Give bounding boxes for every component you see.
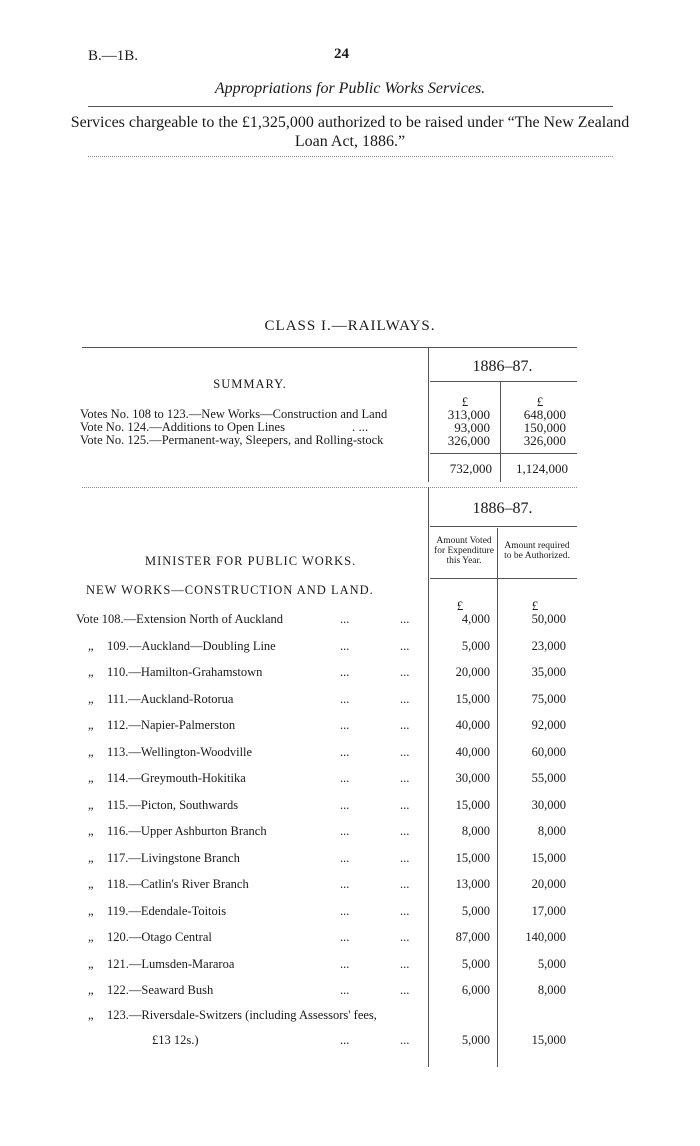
services-rule bbox=[88, 156, 613, 157]
vote-voted-amount: 15,000 bbox=[455, 850, 490, 865]
detail-currency-voted: £ bbox=[456, 598, 464, 613]
page-number: 24 bbox=[334, 46, 349, 62]
leader-dots: ... bbox=[400, 877, 410, 891]
summary-total-voted: 732,000 bbox=[449, 461, 492, 476]
vote-row bbox=[0, 718, 700, 738]
vote-authorized-amount: 17,000 bbox=[531, 903, 566, 918]
leader-dots: ... bbox=[400, 771, 410, 785]
leader-dots: ... bbox=[400, 824, 410, 838]
vote-row bbox=[0, 957, 700, 977]
vote-voted-amount: 5,000 bbox=[461, 1033, 490, 1047]
vote-label: 116.—Upper Ashburton Branch bbox=[107, 824, 267, 838]
ditto-mark: „ bbox=[88, 718, 94, 732]
leader-dots: ... bbox=[400, 850, 410, 865]
vote-voted-amount: 87,000 bbox=[455, 930, 490, 944]
leader-dots: ... bbox=[400, 983, 410, 997]
vote-authorized-amount: 5,000 bbox=[537, 956, 566, 971]
ditto-mark: „ bbox=[88, 1008, 94, 1022]
document-reference: B.—1B. bbox=[88, 48, 139, 64]
services-statement: Services chargeable to the £1,325,000 authorized to be raised under “The New Zealand Loan Act, 1886.” bbox=[70, 114, 630, 150]
vote-authorized-amount: 15,000 bbox=[531, 1033, 566, 1047]
summary-row-authorized: 326,000 bbox=[523, 433, 566, 448]
vote-row bbox=[0, 1033, 700, 1053]
vote-row bbox=[0, 639, 700, 659]
detail-col2-heading: Amount required to be Authorized. bbox=[504, 541, 570, 561]
vote-row bbox=[0, 851, 700, 871]
leader-dots: ... bbox=[400, 691, 410, 706]
leader-dots: ... bbox=[340, 1033, 350, 1047]
vote-row bbox=[0, 692, 700, 712]
vote-authorized-amount: 8,000 bbox=[537, 983, 566, 997]
summary-currency-voted: £ bbox=[461, 394, 469, 409]
leader-dots: ... bbox=[400, 612, 410, 626]
vote-voted-amount: 30,000 bbox=[455, 771, 490, 785]
ditto-mark: „ bbox=[88, 665, 94, 679]
leader-dots: ... bbox=[400, 638, 410, 653]
vote-authorized-amount: 55,000 bbox=[531, 771, 566, 785]
summary-row-voted: 313,000 bbox=[447, 407, 490, 422]
leader-dots: ... bbox=[340, 638, 350, 653]
summary-row-dots: . ... bbox=[352, 419, 369, 434]
vote-authorized-amount: 92,000 bbox=[531, 718, 566, 732]
vote-label: 123.—Riversdale-Switzers (including Assessors' fees, bbox=[107, 1008, 377, 1022]
leader-dots: ... bbox=[340, 771, 350, 785]
summary-bottom-rule bbox=[82, 487, 577, 488]
vote-authorized-amount: 140,000 bbox=[525, 930, 566, 944]
vote-authorized-amount: 50,000 bbox=[531, 612, 566, 626]
vote-label: 112.—Napier-Palmerston bbox=[107, 718, 236, 732]
vote-voted-amount: 5,000 bbox=[461, 903, 490, 918]
vote-authorized-amount: 60,000 bbox=[531, 744, 566, 759]
vote-label: 114.—Greymouth-Hokitika bbox=[107, 771, 246, 785]
vote-label: 118.—Catlin's River Branch bbox=[107, 877, 249, 891]
leader-dots: ... bbox=[340, 903, 350, 918]
vote-authorized-amount: 30,000 bbox=[531, 797, 566, 812]
leader-dots: ... bbox=[340, 691, 350, 706]
vote-label: 113.—Wellington-Woodville bbox=[107, 744, 253, 759]
ditto-mark: „ bbox=[88, 744, 94, 759]
ditto-mark: „ bbox=[88, 930, 94, 944]
detail-year: 1886–87. bbox=[472, 500, 533, 517]
vote-voted-amount: 5,000 bbox=[461, 956, 490, 971]
leader-dots: ... bbox=[400, 956, 410, 971]
leader-dots: ... bbox=[340, 744, 350, 759]
summary-year-rule bbox=[430, 381, 577, 382]
vote-label: 115.—Picton, Southwards bbox=[107, 797, 239, 812]
vote-row bbox=[0, 798, 700, 818]
summary-top-rule bbox=[82, 347, 577, 348]
vote-row bbox=[0, 665, 700, 685]
vote-label: 117.—Livingstone Branch bbox=[107, 850, 240, 865]
vote-row bbox=[0, 745, 700, 765]
ditto-mark: „ bbox=[88, 771, 94, 785]
summary-row-label: Vote No. 125.—Permanent-way, Sleepers, and Rolling-stock bbox=[80, 433, 384, 447]
vote-authorized-amount: 23,000 bbox=[531, 638, 566, 653]
ditto-mark: „ bbox=[88, 638, 94, 653]
leader-dots: ... bbox=[400, 665, 410, 679]
vote-row bbox=[0, 983, 700, 1003]
vote-label: 119.—Edendale-Toitois bbox=[107, 903, 227, 918]
leader-dots: ... bbox=[340, 612, 350, 626]
vote-voted-amount: 5,000 bbox=[461, 638, 490, 653]
vote-label: 110.—Hamilton-Grahamstown bbox=[107, 665, 263, 679]
detail-col1-heading: Amount Voted for Expenditure this Year. bbox=[434, 536, 494, 566]
vote-label: 120.—Otago Central bbox=[107, 930, 212, 944]
vote-row bbox=[0, 824, 700, 844]
vote-voted-amount: 4,000 bbox=[461, 612, 490, 626]
summary-divider bbox=[428, 347, 429, 482]
leader-dots: ... bbox=[400, 1033, 410, 1047]
ditto-mark: „ bbox=[88, 824, 94, 838]
summary-heading: SUMMARY. bbox=[213, 377, 287, 391]
vote-row bbox=[0, 904, 700, 924]
vote-label: 109.—Auckland—Doubling Line bbox=[107, 638, 276, 653]
vote-voted-amount: 40,000 bbox=[455, 718, 490, 732]
leader-dots: ... bbox=[400, 797, 410, 812]
minister-heading: MINISTER FOR PUBLIC WORKS. bbox=[145, 554, 357, 568]
vote-authorized-amount: 20,000 bbox=[531, 877, 566, 891]
vote-row bbox=[0, 771, 700, 791]
vote-label: 111.—Auckland-Rotorua bbox=[107, 691, 234, 706]
leader-dots: ... bbox=[340, 930, 350, 944]
summary-row-label: Vote No. 124.—Additions to Open Lines bbox=[80, 420, 285, 434]
vote-label: Vote 108.—Extension North of Auckland bbox=[76, 612, 284, 626]
leader-dots: ... bbox=[340, 665, 350, 679]
page-subtitle: Appropriations for Public Works Services. bbox=[214, 80, 486, 97]
ditto-mark: „ bbox=[88, 797, 94, 812]
summary-total-rule bbox=[430, 453, 577, 454]
leader-dots: ... bbox=[340, 983, 350, 997]
vote-voted-amount: 13,000 bbox=[455, 877, 490, 891]
leader-dots: ... bbox=[340, 877, 350, 891]
summary-row-voted: 326,000 bbox=[447, 433, 490, 448]
ditto-mark: „ bbox=[88, 956, 94, 971]
leader-dots: ... bbox=[340, 797, 350, 812]
ditto-mark: „ bbox=[88, 877, 94, 891]
vote-voted-amount: 15,000 bbox=[455, 691, 490, 706]
vote-voted-amount: 8,000 bbox=[461, 824, 490, 838]
vote-row bbox=[0, 1008, 700, 1028]
summary-row-label: Votes No. 108 to 123.—New Works—Construction and Land bbox=[80, 407, 388, 421]
vote-authorized-amount: 8,000 bbox=[537, 824, 566, 838]
leader-dots: ... bbox=[400, 930, 410, 944]
summary-row-authorized: 648,000 bbox=[523, 407, 566, 422]
ditto-mark: „ bbox=[88, 903, 94, 918]
vote-label: 121.—Lumsden-Mararoa bbox=[107, 956, 235, 971]
leader-dots: ... bbox=[400, 718, 410, 732]
vote-authorized-amount: 75,000 bbox=[531, 691, 566, 706]
summary-year: 1886–87. bbox=[472, 358, 533, 375]
leader-dots: ... bbox=[400, 903, 410, 918]
leader-dots: ... bbox=[340, 956, 350, 971]
summary-row-voted: 93,000 bbox=[454, 420, 490, 435]
vote-row bbox=[0, 612, 700, 632]
summary-currency-authorized: £ bbox=[536, 394, 544, 409]
vote-label: 122.—Seaward Bush bbox=[107, 983, 214, 997]
leader-dots: ... bbox=[400, 744, 410, 759]
detail-heading-rule bbox=[430, 578, 577, 579]
leader-dots: ... bbox=[340, 850, 350, 865]
summary-total-authorized: 1,124,000 bbox=[516, 461, 568, 476]
vote-label-continued: £13 12s.) bbox=[152, 1033, 199, 1047]
subtitle-rule bbox=[88, 106, 613, 107]
vote-voted-amount: 6,000 bbox=[461, 983, 490, 997]
section-heading: NEW WORKS—CONSTRUCTION AND LAND. bbox=[86, 583, 374, 597]
class-title: CLASS I.—RAILWAYS. bbox=[264, 318, 436, 334]
summary-row-authorized: 150,000 bbox=[523, 420, 566, 435]
vote-authorized-amount: 35,000 bbox=[531, 665, 566, 679]
vote-row bbox=[0, 877, 700, 897]
ditto-mark: „ bbox=[88, 691, 94, 706]
vote-row bbox=[0, 930, 700, 950]
vote-voted-amount: 15,000 bbox=[455, 797, 490, 812]
ditto-mark: „ bbox=[88, 850, 94, 865]
leader-dots: ... bbox=[340, 718, 350, 732]
vote-authorized-amount: 15,000 bbox=[531, 850, 566, 865]
vote-voted-amount: 20,000 bbox=[455, 665, 490, 679]
ditto-mark: „ bbox=[88, 983, 94, 997]
vote-voted-amount: 40,000 bbox=[455, 744, 490, 759]
leader-dots: ... bbox=[340, 824, 350, 838]
detail-year-rule bbox=[430, 526, 577, 527]
detail-currency-authorized: £ bbox=[531, 598, 539, 613]
